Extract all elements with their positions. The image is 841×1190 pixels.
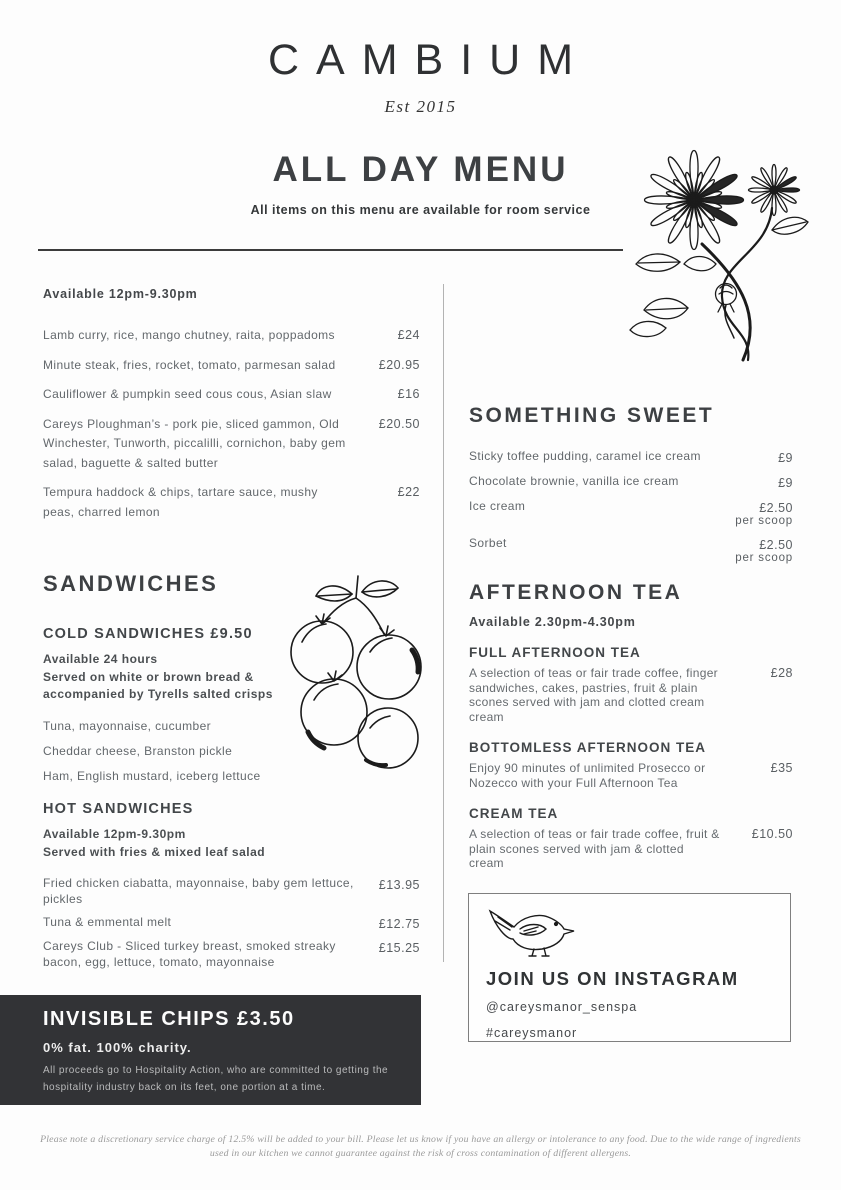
item-price: £12.75 <box>378 917 420 931</box>
item-price: £9 <box>778 476 793 490</box>
item-name: Sorbet <box>469 536 507 550</box>
section-mains <box>43 287 420 532</box>
hot-sandwiches-title: HOT SANDWICHES <box>43 801 194 817</box>
menu-item-row <box>43 326 420 346</box>
mains-availability: Available 12pm-9.30pm <box>43 287 198 301</box>
item-price <box>735 536 793 564</box>
item-name: Ham, English mustard, iceberg lettuce <box>43 768 261 783</box>
tea-subsection <box>469 740 793 790</box>
menu-item-row <box>43 915 420 931</box>
tea-subsection <box>469 806 793 871</box>
item-name: Fried chicken ciabatta, mayonnaise, baby gem lettuce, pickles <box>43 876 354 906</box>
tea-description: A selection of teas or fair trade coffee, finger sandwiches, cakes, pastries, fruit & plain scones served with jam and clotted cream cream <box>469 666 718 724</box>
brand-name: CAMBIUM <box>267 36 591 84</box>
item-price <box>735 499 793 527</box>
menu-item-row <box>469 499 793 527</box>
instagram-box <box>468 893 791 1042</box>
section-afternoon-tea <box>469 581 793 871</box>
item-name: Tuna, mayonnaise, cucumber <box>43 718 212 733</box>
tomato-illustration <box>272 572 442 777</box>
menu-item-row <box>469 536 793 564</box>
cold-note: Served on white or brown bread & <box>43 669 254 684</box>
item-price: £13.95 <box>378 878 420 892</box>
instagram-handle: @careysmanor_senspa <box>486 1000 638 1014</box>
item-price: £20.95 <box>378 357 420 372</box>
item-name: Ice cream <box>469 499 526 513</box>
price-note: per scoop <box>735 515 793 527</box>
menu-item-row <box>43 876 420 907</box>
invisible-chips-body: All proceeds go to Hospitality Action, who are committed to getting the hospitality industry back on its feet, one portion at a time. <box>43 1065 389 1093</box>
menu-item-row <box>469 474 793 490</box>
menu-item-row <box>43 356 420 376</box>
instagram-heading: JOIN US ON INSTAGRAM <box>486 968 739 989</box>
bird-illustration <box>486 905 578 957</box>
cold-note: Available 24 hours <box>43 652 158 666</box>
sandwiches-heading: SANDWICHES <box>43 571 219 596</box>
tea-description: A selection of teas or fair trade coffee, fruit & plain scones served with jam & clotted cream <box>469 827 720 870</box>
menu-item-row <box>43 385 420 405</box>
tea-subsection-title: BOTTOMLESS AFTERNOON TEA <box>469 740 707 755</box>
footer-disclaimer: Please note a discretionary service charge of 12.5% will be added to your bill. Please let us know if you have an allergy or intolerance to any food. Due to the wide range of ingredients used in our kitchen we cannot guarantee against the risk of cross contamination of different allergens. <box>40 1134 801 1159</box>
afternoon-tea-heading: AFTERNOON TEA <box>469 581 683 604</box>
hot-note: Available 12pm-9.30pm <box>43 827 186 841</box>
page-title: ALL DAY MENU <box>272 150 569 189</box>
item-name: Chocolate brownie, vanilla ice cream <box>469 474 679 488</box>
item-price: £22 <box>397 485 420 499</box>
item-price: £10.50 <box>751 827 793 841</box>
afternoon-tea-availability: Available 2.30pm-4.30pm <box>469 615 636 629</box>
menu-item-row <box>469 449 793 465</box>
item-price: £15.25 <box>378 941 420 955</box>
invisible-chips-banner <box>0 995 421 1105</box>
item-name: Sticky toffee pudding, caramel ice cream <box>469 449 701 463</box>
item-price: £28 <box>770 666 793 680</box>
menu-item-row <box>43 939 420 970</box>
tea-description: Enjoy 90 minutes of unlimited Prosecco or Nozecco with your Full Afternoon Tea <box>469 761 706 790</box>
horizontal-divider <box>38 249 623 251</box>
item-name: Lamb curry, rice, mango chutney, raita, poppadoms <box>43 328 335 342</box>
cold-note: accompanied by Tyrells salted crisps <box>43 687 273 701</box>
section-cold-sandwiches <box>43 626 283 794</box>
tea-subsection-title: CREAM TEA <box>469 806 559 821</box>
item-name: Careys Club - Sliced turkey breast, smoked streaky bacon, egg, lettuce, tomato, mayonnaise <box>43 939 336 969</box>
item-price: £24 <box>397 328 420 342</box>
price-note: per scoop <box>735 552 793 564</box>
item-price: £20.50 <box>378 416 420 431</box>
item-name: Cauliflower & pumpkin seed cous cous, Asian slaw <box>43 387 332 401</box>
section-hot-sandwiches <box>43 801 420 978</box>
item-name: Cheddar cheese, Branston pickle <box>43 743 233 758</box>
section-something-sweet <box>469 404 793 573</box>
item-price: £9 <box>778 451 793 465</box>
price-amount: £2.50 <box>759 538 793 552</box>
flower-illustration <box>622 132 814 362</box>
item-price: £35 <box>770 761 793 775</box>
invisible-chips-title: INVISIBLE CHIPS £3.50 <box>43 1008 295 1030</box>
brand-established: Est 2015 <box>384 97 457 116</box>
menu-item-row <box>43 415 420 474</box>
price-amount: £2.50 <box>759 501 793 515</box>
item-name: Minute steak, fries, rocket, tomato, parmesan salad <box>43 357 336 372</box>
hot-note: Served with fries & mixed leaf salad <box>43 844 266 859</box>
instagram-hashtag: #careysmanor <box>486 1026 578 1040</box>
page-subtitle: All items on this menu are available for room service <box>250 203 591 217</box>
item-price: £16 <box>397 387 420 401</box>
something-sweet-heading: SOMETHING SWEET <box>469 404 715 427</box>
column-divider <box>443 284 444 962</box>
item-name: Tuna & emmental melt <box>43 915 172 929</box>
tea-subsection <box>469 645 793 724</box>
menu-item-row <box>43 483 420 522</box>
invisible-chips-subtitle: 0% fat. 100% charity. <box>43 1040 192 1055</box>
item-name: Careys Ploughman’s - pork pie, sliced gammon, Old Winchester, Tunworth, piccalilli, cornichon, baby gem salad, baguette & salted butter <box>43 416 346 470</box>
tea-subsection-title: FULL AFTERNOON TEA <box>469 645 641 660</box>
cold-sandwiches-title: COLD SANDWICHES £9.50 <box>43 626 253 642</box>
item-name: Tempura haddock & chips, tartare sauce, mushy peas, charred lemon <box>43 485 318 519</box>
